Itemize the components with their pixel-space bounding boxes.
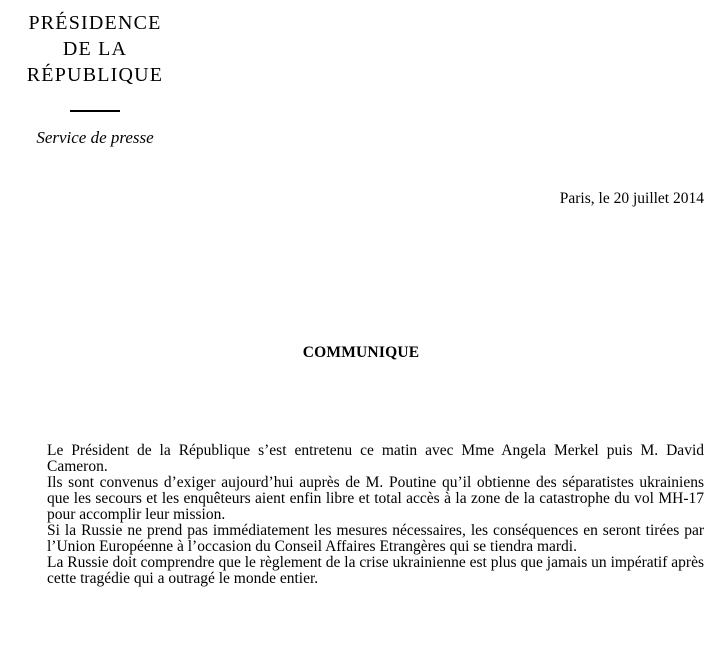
- paragraph: Si la Russie ne prend pas immédiatement les mesures nécessaires, les conséquences en seront tirées par l’Union Européenne à l’occasion du Conseil Affaires Etrangères qui se tiendra mardi.: [47, 522, 704, 555]
- service-de-presse-label: Service de presse: [36, 128, 154, 147]
- dateline: Paris, le 20 juillet 2014: [559, 190, 704, 207]
- letterhead: [16, 10, 174, 112]
- document-title: COMMUNIQUE: [302, 344, 420, 361]
- paragraph: Le Président de la République s’est entretenu ce matin avec Mme Angela Merkel puis M. David Cameron.: [47, 442, 704, 475]
- letterhead-line-republique: RÉPUBLIQUE: [26, 64, 164, 86]
- letterhead-line-de-la: DE LA: [62, 38, 128, 60]
- paragraph: Ils sont convenus d’exiger aujourd’hui auprès de M. Poutine qu’il obtienne des séparatistes ukrainiens que les secours et les enquêteurs aient enfin libre et total accès à la zone de la catastrophe du vol MH-17 pour accomplir leur mission.: [47, 474, 704, 523]
- letterhead-line-presidence: PRÉSIDENCE: [28, 12, 162, 34]
- letterhead-divider: [70, 110, 120, 112]
- paragraph: La Russie doit comprendre que le règlement de la crise ukrainienne est plus que jamais un impératif après cette tragédie qui a outragé le monde entier.: [47, 554, 704, 587]
- document-body: [47, 443, 704, 587]
